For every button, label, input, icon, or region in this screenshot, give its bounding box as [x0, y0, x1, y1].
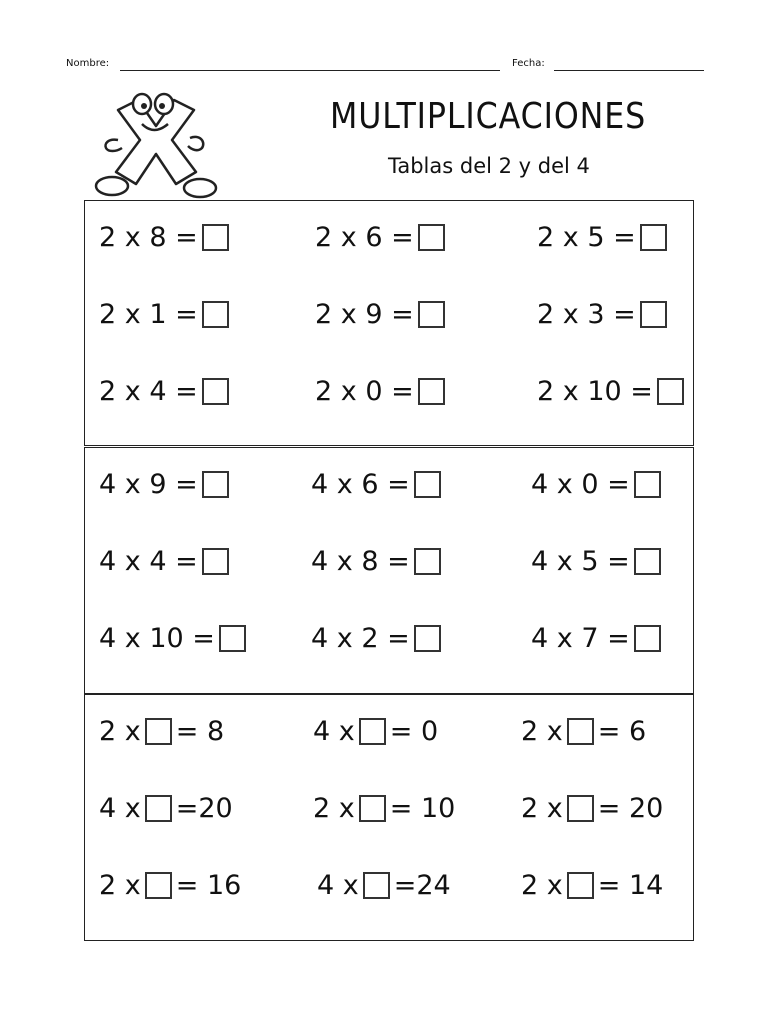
- exercise-item: 2 x 0 =: [315, 371, 449, 411]
- exercise-item: 4 x 4 =: [99, 541, 233, 581]
- answer-box[interactable]: [414, 625, 441, 652]
- page-title: MULTIPLICACIONES: [330, 96, 647, 137]
- section-table-4: [84, 447, 694, 694]
- exercise-item: 4 x 10 =: [99, 618, 250, 658]
- page-subtitle: Tablas del 2 y del 4: [388, 154, 590, 178]
- answer-box[interactable]: [418, 301, 445, 328]
- exercise-item: 4 x 5 =: [531, 541, 665, 581]
- exercise-item: 4 x 7 =: [531, 618, 665, 658]
- exercise-item: 4 x 9 =: [99, 464, 233, 504]
- exercise-item: 4 x 0 =: [531, 464, 665, 504]
- exercise-item: 4 x 6 =: [311, 464, 445, 504]
- exercise-item: 2 x 6 =: [315, 217, 449, 257]
- header-fields: [66, 56, 706, 76]
- answer-box[interactable]: [359, 795, 386, 822]
- answer-box[interactable]: [418, 378, 445, 405]
- answer-box[interactable]: [202, 378, 229, 405]
- name-field[interactable]: [120, 70, 500, 71]
- exercise-item: 4 x =24: [317, 869, 451, 901]
- exercise-item: 2 x 5 =: [537, 217, 671, 257]
- date-label: Fecha:: [512, 58, 545, 69]
- answer-box[interactable]: [634, 625, 661, 652]
- answer-box[interactable]: [202, 224, 229, 251]
- answer-box[interactable]: [363, 872, 390, 899]
- answer-box[interactable]: [414, 471, 441, 498]
- section-missing-factor: [84, 694, 694, 941]
- exercise-item: 4 x =20: [99, 792, 233, 824]
- exercise-item: 2 x 4 =: [99, 371, 233, 411]
- answer-box[interactable]: [640, 301, 667, 328]
- answer-box[interactable]: [202, 471, 229, 498]
- exercise-item: 2 x 10 =: [537, 371, 688, 411]
- exercise-item: 4 x 8 =: [311, 541, 445, 581]
- exercise-item: 2 x = 14: [521, 869, 664, 901]
- answer-box[interactable]: [145, 795, 172, 822]
- answer-box[interactable]: [202, 548, 229, 575]
- answer-box[interactable]: [634, 471, 661, 498]
- multiplication-mascot-icon: [90, 88, 220, 203]
- answer-box[interactable]: [634, 548, 661, 575]
- exercise-item: 2 x = 16: [99, 869, 242, 901]
- exercise-item: 4 x 2 =: [311, 618, 445, 658]
- exercise-item: 2 x = 8: [99, 715, 225, 747]
- exercise-item: 2 x = 20: [521, 792, 664, 824]
- answer-box[interactable]: [359, 718, 386, 745]
- answer-box[interactable]: [567, 872, 594, 899]
- name-label: Nombre:: [66, 58, 110, 69]
- answer-box[interactable]: [567, 718, 594, 745]
- answer-box[interactable]: [657, 378, 684, 405]
- answer-box[interactable]: [219, 625, 246, 652]
- exercise-item: 2 x 8 =: [99, 217, 233, 257]
- date-field[interactable]: [554, 70, 704, 71]
- exercise-item: 2 x 3 =: [537, 294, 671, 334]
- exercise-item: 2 x 9 =: [315, 294, 449, 334]
- exercise-item: 2 x = 6: [521, 715, 647, 747]
- answer-box[interactable]: [567, 795, 594, 822]
- answer-box[interactable]: [145, 872, 172, 899]
- answer-box[interactable]: [145, 718, 172, 745]
- answer-box[interactable]: [202, 301, 229, 328]
- section-table-2: [84, 200, 694, 446]
- answer-box[interactable]: [414, 548, 441, 575]
- answer-box[interactable]: [640, 224, 667, 251]
- exercise-item: 4 x = 0: [313, 715, 439, 747]
- exercise-item: 2 x = 10: [313, 792, 456, 824]
- answer-box[interactable]: [418, 224, 445, 251]
- exercise-item: 2 x 1 =: [99, 294, 233, 334]
